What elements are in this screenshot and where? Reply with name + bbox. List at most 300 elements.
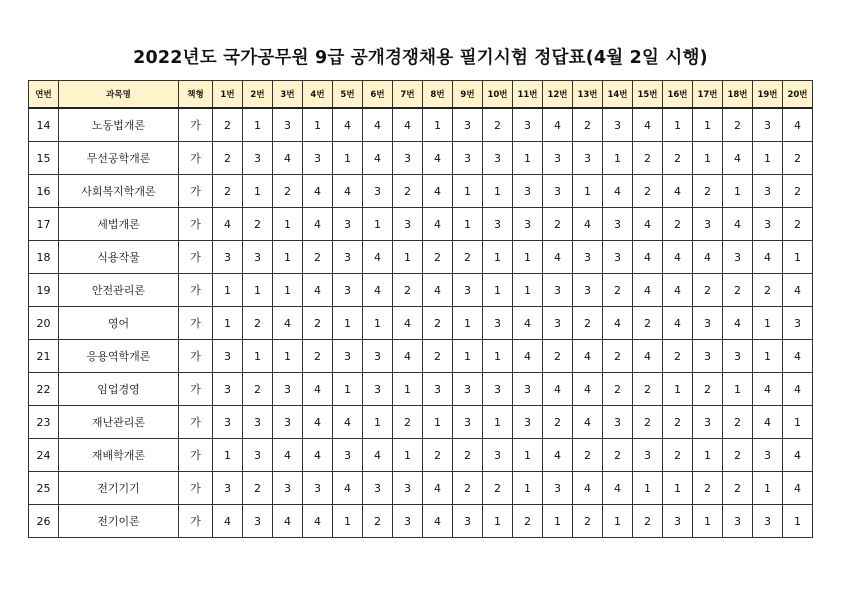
answer-cell: 1 [693,142,723,175]
answer-cell: 2 [663,406,693,439]
answer-cell: 2 [603,373,633,406]
answer-cell: 4 [303,175,333,208]
answer-cell: 4 [303,505,333,538]
answer-cell: 2 [213,175,243,208]
answer-cell: 2 [573,108,603,142]
answer-cell: 3 [723,505,753,538]
answer-cell: 1 [663,472,693,505]
booklet-type: 가 [179,439,213,472]
answer-cell: 1 [453,208,483,241]
answer-cell: 2 [303,241,333,274]
table-row [29,108,813,142]
answer-cell: 1 [573,175,603,208]
answer-cell: 3 [753,439,783,472]
answer-cell: 4 [693,241,723,274]
table-row [29,175,813,208]
answer-cell: 4 [573,340,603,373]
answer-cell: 3 [723,340,753,373]
answer-cell: 2 [633,142,663,175]
answer-cell: 1 [363,208,393,241]
answer-cell: 2 [693,472,723,505]
answer-cell: 4 [423,175,453,208]
answer-cell: 4 [603,307,633,340]
answer-cell: 4 [633,274,663,307]
answer-cell: 2 [633,406,663,439]
booklet-type: 가 [179,274,213,307]
answer-cell: 4 [393,307,423,340]
subject-name: 임업경영 [59,373,179,406]
answer-cell: 1 [513,472,543,505]
subject-name: 식용작물 [59,241,179,274]
answer-cell: 3 [513,175,543,208]
answer-cell: 4 [663,241,693,274]
answer-cell: 2 [723,439,753,472]
header-question-4: 4번 [303,81,333,109]
answer-cell: 1 [213,274,243,307]
answer-cell: 3 [363,472,393,505]
answer-cell: 2 [633,175,663,208]
answer-cell: 2 [453,241,483,274]
table-row [29,406,813,439]
answer-cell: 1 [303,108,333,142]
answer-cell: 3 [213,373,243,406]
answer-cell: 4 [423,505,453,538]
answer-cell: 3 [753,108,783,142]
answer-cell: 4 [603,175,633,208]
answer-cell: 4 [573,208,603,241]
answer-cell: 4 [273,142,303,175]
answer-cell: 3 [243,505,273,538]
answer-cell: 3 [303,472,333,505]
answer-cell: 1 [513,274,543,307]
answer-cell: 2 [783,142,813,175]
answer-cell: 3 [603,241,633,274]
answer-cell: 3 [363,340,393,373]
answer-cell: 4 [333,108,363,142]
answer-cell: 3 [213,472,243,505]
answer-cell: 4 [423,274,453,307]
answer-cell: 2 [423,439,453,472]
row-number: 19 [29,274,59,307]
answer-cell: 4 [303,439,333,472]
answer-cell: 4 [723,208,753,241]
subject-name: 재난관리론 [59,406,179,439]
answer-cell: 1 [423,108,453,142]
answer-cell: 4 [333,406,363,439]
table-row [29,472,813,505]
answer-cell: 2 [213,142,243,175]
answer-cell: 4 [213,505,243,538]
table-row [29,505,813,538]
answer-cell: 4 [273,307,303,340]
answer-cell: 2 [633,505,663,538]
table-row [29,142,813,175]
answer-cell: 1 [393,373,423,406]
answer-cell: 3 [213,406,243,439]
table-row [29,241,813,274]
answer-cell: 2 [423,241,453,274]
answer-cell: 2 [393,274,423,307]
answer-cell: 3 [363,373,393,406]
answer-cell: 4 [363,108,393,142]
answer-cell: 4 [273,439,303,472]
answer-cell: 3 [393,142,423,175]
answer-cell: 1 [513,241,543,274]
answer-cell: 3 [273,406,303,439]
answer-cell: 1 [333,373,363,406]
answer-cell: 3 [213,340,243,373]
answer-cell: 1 [273,340,303,373]
row-number: 24 [29,439,59,472]
row-number: 16 [29,175,59,208]
answer-cell: 4 [333,472,363,505]
answer-cell: 1 [483,175,513,208]
answer-cell: 2 [243,472,273,505]
answer-cell: 4 [573,472,603,505]
answer-cell: 3 [333,340,363,373]
answer-cell: 2 [723,406,753,439]
answer-cell: 3 [543,175,573,208]
subject-name: 전기기기 [59,472,179,505]
answer-cell: 4 [723,307,753,340]
booklet-type: 가 [179,241,213,274]
answer-cell: 3 [543,142,573,175]
answer-cell: 2 [213,108,243,142]
answer-cell: 4 [303,274,333,307]
header-question-1: 1번 [213,81,243,109]
booklet-type: 가 [179,208,213,241]
answer-cell: 1 [333,307,363,340]
answer-cell: 3 [573,241,603,274]
answer-cell: 1 [243,175,273,208]
answer-cell: 3 [213,241,243,274]
header-booklet: 책형 [179,81,213,109]
answer-cell: 2 [483,472,513,505]
answer-cell: 1 [753,340,783,373]
answer-cell: 3 [753,505,783,538]
answer-cell: 4 [783,274,813,307]
answer-cell: 3 [453,142,483,175]
table-row [29,439,813,472]
header-question-7: 7번 [393,81,423,109]
answer-cell: 1 [363,307,393,340]
row-number: 14 [29,108,59,142]
row-number: 23 [29,406,59,439]
answer-cell: 4 [663,175,693,208]
answer-cell: 3 [693,307,723,340]
answer-cell: 3 [693,208,723,241]
answer-cell: 2 [513,505,543,538]
answer-cell: 1 [543,505,573,538]
answer-cell: 1 [273,208,303,241]
header-subject: 과목명 [59,81,179,109]
answer-cell: 4 [663,274,693,307]
answer-cell: 3 [453,373,483,406]
answer-cell: 4 [363,439,393,472]
header-question-12: 12번 [543,81,573,109]
answer-cell: 3 [663,505,693,538]
answer-cell: 3 [513,208,543,241]
booklet-type: 가 [179,406,213,439]
answer-cell: 3 [243,439,273,472]
answer-cell: 3 [483,208,513,241]
answer-cell: 3 [513,108,543,142]
booklet-type: 가 [179,108,213,142]
answer-cell: 1 [483,406,513,439]
answer-cell: 2 [663,439,693,472]
table-row [29,208,813,241]
header-question-2: 2번 [243,81,273,109]
answer-cell: 4 [783,472,813,505]
answer-cell: 2 [483,108,513,142]
answer-cell: 2 [783,208,813,241]
answer-cell: 3 [753,175,783,208]
answer-cell: 3 [393,472,423,505]
row-number: 25 [29,472,59,505]
answer-cell: 4 [423,208,453,241]
answer-cell: 3 [453,274,483,307]
answer-cell: 1 [483,340,513,373]
answer-cell: 2 [453,472,483,505]
table-row [29,274,813,307]
answer-cell: 2 [543,208,573,241]
booklet-type: 가 [179,175,213,208]
answer-cell: 3 [483,142,513,175]
answer-cell: 3 [423,373,453,406]
header-question-16: 16번 [663,81,693,109]
answer-cell: 3 [483,373,513,406]
answer-cell: 2 [363,505,393,538]
answer-cell: 4 [513,340,543,373]
answer-cell: 4 [783,439,813,472]
header-question-14: 14번 [603,81,633,109]
answer-cell: 4 [303,208,333,241]
answer-cell: 2 [243,373,273,406]
answer-cell: 3 [783,307,813,340]
table-row [29,307,813,340]
answer-cell: 3 [243,241,273,274]
answer-cell: 3 [453,505,483,538]
answer-cell: 2 [693,274,723,307]
answer-cell: 4 [363,274,393,307]
header-question-8: 8번 [423,81,453,109]
answer-cell: 1 [393,241,423,274]
answer-cell: 2 [303,307,333,340]
answer-cell: 4 [513,307,543,340]
answer-cell: 2 [783,175,813,208]
answer-cell: 1 [333,142,363,175]
answer-cell: 3 [513,373,543,406]
answer-cell: 1 [753,142,783,175]
answer-cell: 3 [453,108,483,142]
answer-cell: 2 [723,108,753,142]
answer-cell: 4 [753,406,783,439]
answer-cell: 2 [603,340,633,373]
answer-cell: 4 [633,241,663,274]
answer-cell: 1 [213,307,243,340]
answer-cell: 4 [393,340,423,373]
answer-cell: 2 [753,274,783,307]
answer-cell: 2 [273,175,303,208]
answer-cell: 3 [333,208,363,241]
header-question-11: 11번 [513,81,543,109]
header-no: 연번 [29,81,59,109]
answer-cell: 3 [693,406,723,439]
answer-cell: 4 [633,340,663,373]
answer-cell: 4 [423,142,453,175]
table-row [29,373,813,406]
answer-cell: 1 [213,439,243,472]
answer-cell: 2 [663,340,693,373]
answer-cell: 4 [213,208,243,241]
answer-cell: 3 [273,108,303,142]
answer-cell: 2 [603,274,633,307]
answer-cell: 4 [573,406,603,439]
header-question-9: 9번 [453,81,483,109]
answer-cell: 1 [423,406,453,439]
row-number: 22 [29,373,59,406]
answer-cell: 2 [573,307,603,340]
answer-cell: 4 [273,505,303,538]
answer-cell: 1 [693,439,723,472]
subject-name: 노동법개론 [59,108,179,142]
booklet-type: 가 [179,142,213,175]
header-question-18: 18번 [723,81,753,109]
row-number: 20 [29,307,59,340]
answer-cell: 1 [783,505,813,538]
subject-name: 무선공학개론 [59,142,179,175]
table-header-row [29,81,813,109]
answer-cell: 1 [663,108,693,142]
answer-cell: 4 [543,241,573,274]
answer-cell: 4 [363,142,393,175]
answer-cell: 2 [633,373,663,406]
header-question-20: 20번 [783,81,813,109]
answer-cell: 4 [303,373,333,406]
answer-cell: 2 [243,208,273,241]
answer-cell: 2 [453,439,483,472]
answer-cell: 2 [723,472,753,505]
answer-cell: 2 [423,340,453,373]
answer-cell: 1 [453,175,483,208]
answer-cell: 2 [393,406,423,439]
answer-cell: 3 [603,406,633,439]
subject-name: 전기이론 [59,505,179,538]
answer-cell: 1 [633,472,663,505]
answer-cell: 3 [243,142,273,175]
answer-cell: 1 [693,108,723,142]
header-question-3: 3번 [273,81,303,109]
answer-cell: 2 [393,175,423,208]
answer-cell: 1 [483,241,513,274]
answer-cell: 3 [333,274,363,307]
answer-cell: 1 [513,142,543,175]
answer-cell: 4 [423,472,453,505]
answer-cell: 3 [483,439,513,472]
booklet-type: 가 [179,373,213,406]
answer-table [28,80,813,538]
answer-cell: 3 [633,439,663,472]
answer-cell: 3 [603,108,633,142]
answer-cell: 3 [303,142,333,175]
answer-cell: 3 [543,274,573,307]
answer-cell: 2 [543,340,573,373]
header-question-19: 19번 [753,81,783,109]
answer-cell: 3 [603,208,633,241]
row-number: 17 [29,208,59,241]
answer-cell: 1 [243,274,273,307]
answer-cell: 3 [273,472,303,505]
answer-cell: 4 [783,108,813,142]
answer-cell: 1 [273,274,303,307]
answer-cell: 1 [483,274,513,307]
answer-cell: 3 [243,406,273,439]
subject-name: 안전관리론 [59,274,179,307]
answer-cell: 2 [693,373,723,406]
answer-cell: 4 [633,108,663,142]
answer-cell: 4 [603,472,633,505]
subject-name: 응용역학개론 [59,340,179,373]
answer-cell: 1 [783,241,813,274]
answer-cell: 1 [453,307,483,340]
answer-cell: 1 [393,439,423,472]
answer-cell: 3 [393,208,423,241]
booklet-type: 가 [179,307,213,340]
answer-cell: 4 [573,373,603,406]
answer-cell: 1 [453,340,483,373]
answer-cell: 1 [753,307,783,340]
answer-cell: 4 [543,108,573,142]
answer-cell: 4 [393,108,423,142]
answer-cell: 2 [243,307,273,340]
booklet-type: 가 [179,472,213,505]
subject-name: 사회복지학개론 [59,175,179,208]
answer-cell: 3 [453,406,483,439]
subject-name: 세법개론 [59,208,179,241]
table-row [29,340,813,373]
answer-cell: 3 [273,373,303,406]
answer-cell: 4 [363,241,393,274]
row-number: 21 [29,340,59,373]
answer-cell: 3 [513,406,543,439]
answer-cell: 3 [393,505,423,538]
answer-cell: 1 [663,373,693,406]
row-number: 18 [29,241,59,274]
booklet-type: 가 [179,340,213,373]
page-title: 2022년도 국가공무원 9급 공개경쟁채용 필기시험 정답표(4월 2일 시행) [133,48,708,68]
answer-cell: 3 [333,439,363,472]
answer-cell: 2 [573,505,603,538]
answer-cell: 3 [753,208,783,241]
subject-name: 재배학개론 [59,439,179,472]
answer-cell: 4 [633,208,663,241]
table-body [29,108,813,538]
answer-cell: 2 [663,142,693,175]
answer-cell: 2 [693,175,723,208]
answer-cell: 2 [663,208,693,241]
answer-cell: 3 [573,274,603,307]
header-question-6: 6번 [363,81,393,109]
header-question-17: 17번 [693,81,723,109]
answer-cell: 3 [543,472,573,505]
answer-cell: 2 [543,406,573,439]
answer-cell: 1 [723,373,753,406]
answer-cell: 1 [603,142,633,175]
answer-cell: 2 [723,274,753,307]
header-question-15: 15번 [633,81,663,109]
answer-cell: 1 [363,406,393,439]
answer-cell: 3 [363,175,393,208]
